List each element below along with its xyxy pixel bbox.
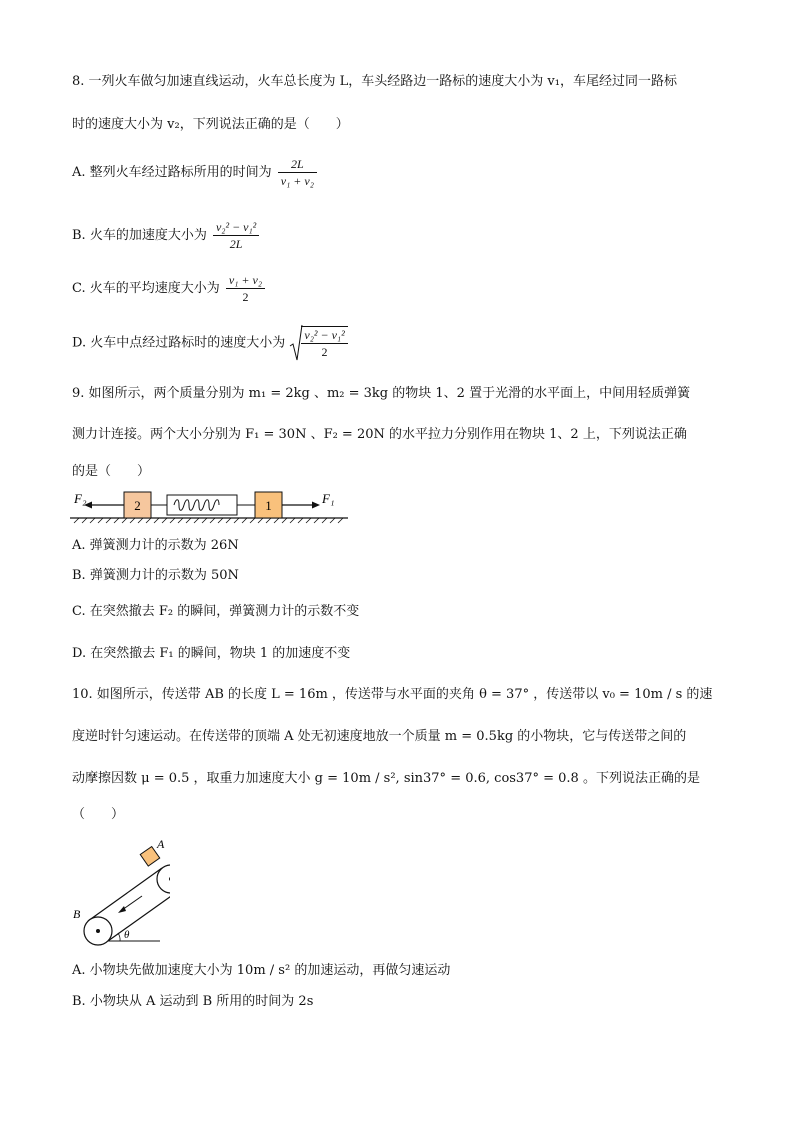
q8-option-a-numerator: 2L — [278, 156, 317, 173]
q8-option-c-text: C. 火车的平均速度大小为 — [72, 281, 220, 296]
q8-option-a — [72, 156, 319, 189]
q9-stem-line2: 测力计连接。两个大小分别为 F₁ = 30N 、F₂ = 20N 的水平拉力分别作用在物块 1、2 上，下列说法正确 — [72, 427, 687, 442]
q10-stem-line2: 度逆时针匀速运动。在传送带的顶端 A 处无初速度地放一个质量 m = 0.5kg 的小物块，它与传送带之间的 — [72, 729, 687, 744]
q9-option-c: C. 在突然撤去 F₂ 的瞬间，弹簧测力计的示数不变 — [72, 604, 360, 619]
q8-option-d-numerator: v₂² − v₁² — [301, 327, 347, 344]
q8-option-d-sqrt — [289, 324, 349, 362]
q8-option-b — [72, 219, 261, 252]
q8-option-c — [72, 272, 267, 305]
q8-option-d-denominator: 2 — [321, 345, 328, 359]
q8-stem-line2: 时的速度大小为 v₂，下列说法正确的是（ ） — [72, 117, 349, 132]
belt-direction-arrowhead — [118, 906, 126, 913]
block-2-label: 2 — [134, 498, 141, 513]
q8-option-a-fraction — [278, 156, 317, 189]
angle-arc — [118, 933, 120, 941]
label-a: A — [157, 837, 165, 851]
q10-conveyor-diagram — [70, 836, 170, 948]
q10-option-a: A. 小物块先做加速度大小为 10m / s² 的加速运动，再做匀速运动 — [72, 963, 451, 978]
q8-option-a-denominator: v₁ + v₂ — [280, 174, 314, 188]
pulley-top — [157, 865, 170, 893]
q8-option-b-text: B. 火车的加速度大小为 — [72, 228, 207, 243]
spring-scale-case — [167, 495, 237, 515]
belt-upper — [88, 868, 162, 921]
belt-lower — [108, 889, 170, 941]
block-1-label: 1 — [265, 498, 272, 513]
q9-option-d: D. 在突然撤去 F₁ 的瞬间，物块 1 的加速度不变 — [72, 646, 351, 661]
q8-option-c-denominator: 2 — [242, 290, 249, 304]
angle-theta-label: θ — [124, 929, 130, 941]
q10-stem-line4: （ ） — [72, 807, 125, 822]
q8-option-b-denominator: 2L — [229, 237, 243, 251]
q8-option-d — [72, 324, 350, 362]
pulley-bottom-axle — [96, 929, 100, 933]
belt-direction-arrow — [122, 896, 142, 910]
q10-stem-line3: 动摩擦因数 μ = 0.5 ，取重力加速度大小 g = 10m / s², sin37° = 0.6, cos37° = 0.8 。下列说法正确的是 — [72, 771, 700, 786]
force-f1-arrowhead — [312, 502, 320, 509]
q10-option-b: B. 小物块从 A 运动到 B 所用的时间为 2s — [72, 994, 314, 1009]
q8-option-b-fraction — [213, 219, 259, 252]
q9-option-b: B. 弹簧测力计的示数为 50N — [72, 568, 239, 583]
ground-hatch — [74, 518, 343, 523]
force-f1-label: F₁ — [322, 491, 335, 506]
q9-stem-line1: 9. 如图所示，两个质量分别为 m₁ = 2kg 、m₂ = 3kg 的物块 1、2 置于光滑的水平面上，中间用轻质弹簧 — [72, 386, 691, 401]
q8-option-d-text: D. 火车中点经过路标时的速度大小为 — [72, 335, 286, 351]
q9-stem-line3: 的是（ ） — [72, 464, 151, 479]
q10-stem-line1: 10. 如图所示，传送带 AB 的长度 L = 16m ，传送带与水平面的夹角 θ = 37° ，传送带以 v₀ = 10m / s 的速 — [72, 687, 713, 702]
q8-stem-line1: 8. 一列火车做匀加速直线运动，火车总长度为 L，车头经路边一路标的速度大小为 v₁，车尾经过同一路标 — [72, 74, 677, 89]
q9-spring-diagram — [70, 488, 350, 524]
force-f2-label: F₂ — [74, 491, 87, 506]
q9-option-a: A. 弹簧测力计的示数为 26N — [72, 538, 239, 553]
q8-option-a-text: A. 整列火车经过路标所用的时间为 — [72, 165, 272, 180]
q8-option-d-fraction — [301, 326, 347, 360]
q8-option-c-numerator: v₁ + v₂ — [226, 272, 265, 289]
label-b: B — [73, 907, 81, 921]
q8-option-c-fraction — [226, 272, 265, 305]
q8-option-b-numerator: v₂² − v₁² — [213, 219, 259, 236]
